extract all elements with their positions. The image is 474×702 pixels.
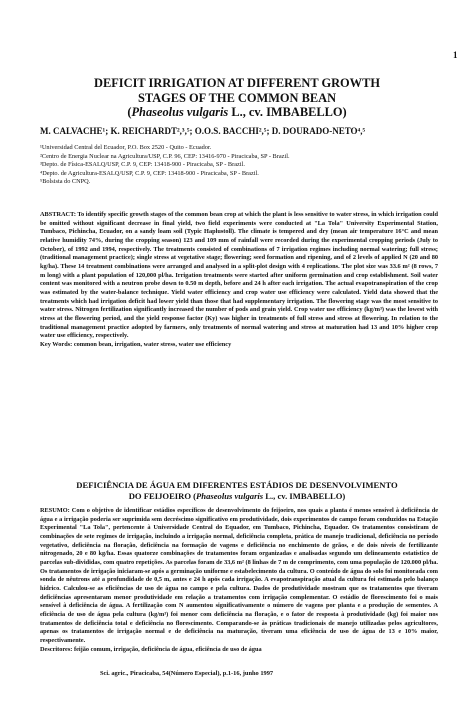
pt-title-line-2 — [20, 491, 454, 502]
pt-title-species: Phaseolus vulgaris — [196, 490, 264, 501]
keywords — [40, 341, 438, 350]
descritores — [40, 646, 438, 655]
title-species: Phaseolus vulgaris — [131, 105, 229, 119]
english-title — [20, 76, 454, 120]
affiliation-1: ¹Universidad Central del Ecuador, P.O. Box 2520 - Quito - Ecuador. — [40, 144, 212, 151]
descritores-label: Descritores: — [40, 645, 73, 653]
affiliations — [40, 144, 440, 187]
pt-title-prefix: DO FEIJOEIRO ( — [128, 490, 197, 501]
title-cultivar: L., cv. IMBABELLO) — [228, 105, 347, 119]
page-number: 1 — [453, 50, 458, 60]
title-open-paren: ( — [127, 105, 132, 119]
affiliation-5: ⁵Bolsista do CNPQ. — [40, 178, 91, 186]
affiliation-3: ³Depto. de Física-ESALQ/USP, C.P. 9, CEP: 13418-900 - Piracicaba, SP - Brazil. — [40, 161, 245, 169]
abstract-label: ABSTRACT: — [40, 211, 76, 218]
keywords-label: Key Words: — [40, 340, 73, 348]
keywords-text: common bean, irrigation, water stress, water use efficiency — [72, 340, 232, 348]
descritores-text: feijão comum, irrigação, deficiência de água, eficiência de uso de água — [72, 645, 262, 653]
pt-title-cultivar: L., cv. IMBABELLO) — [263, 490, 346, 501]
resumo-label: RESUMO: — [40, 507, 70, 514]
portuguese-title — [20, 480, 454, 501]
abstract-body: To identify specific growth stages of the common bean crop at which the plant is less sensitive to water stress, in which irrigation could be omitted without significant decrease in final yield, two field experiments were conducted at "La Tola" University Experimental Station, Tumbaco, Pichincha, Ecuador, on a sandy loam soil (Typic Haplustoll). The climate is tempered and dry (mean air temperature 16°C and mean relative humidity 74%, during the cropping season) 123 and 109 mm of rainfall were recorded during the experimental cropping periods (July to October), of 1992 and 1994, respectively. The treatments consisted of combinations of 7 irrigation regimes including normal watering; full stress; (traditional management practice); single stress at vegetative stage; flowering; seed formation and ripening, and of 2 levels of applied N (20 and 80 kg/ha). These 14 treatment combinations were arranged and analysed in a split-plot design with 4 replications. The plot size was 33.6 m² (8 rows, 7 m long) with a plant population of 120,000 pl/ha. Irrigation treatments were started after uniform germination and crop establishment. Soil water content was monitored with a neutron probe down to 0.50 m depth, before and 24 h after each irrigation. The actual evapotranspiration of the crop was estimated by the water-balance technique. Yield water efficiency and crop water use efficiency were calculated. Yield data showed that the treatments which had irrigation deficit had lower yield than those that had supplementary irrigation. The flowering stage was the most sensitive to water stress. Nitrogen fertilization significantly increased the number of pods and grain yield. Crop water use efficiency (kg/m³) was the lowest with stress at the flowering period, and the yield response factor (Ky) was higher in treatments of full stress and stress at flowering. In relation to the traditional management practice adopted by farmers, only treatments of normal watering and stress at maturation had 13 and 10% higher crop water use efficiency, respectively. — [40, 211, 438, 340]
author-list: M. CALVACHE¹; K. REICHARDT²,³,⁵; O.O.S. BACCHI²,⁵; D. DOURADO-NETO⁴,⁵ — [40, 126, 366, 136]
affiliation-4: ⁴Depto. de Agricultura-ESALQ/USP, C.P. 9, CEP: 13418-900 - Piracicaba, SP - Brazil. — [40, 169, 259, 177]
title-line-3 — [20, 105, 454, 120]
pt-title-line-1: DEFICIÊNCIA DE ÁGUA EM DIFERENTES ESTÁDIOS DE DESENVOLVIMENTO — [76, 480, 398, 490]
resumo-body: Com o objetivo de identificar estádios específicos de desenvolvimento do feijoeiro, nos quais a planta é menos sensível à deficiência de água e a irrigação poderia ser suprimida sem decréscimo significativo em produtividade, dois experimentos de campo foram conduzidos na Estação Experimental "La Tola", pertencente à Universidade Central do Equador, em Tumbaco, Pichincha, Equador. Os tratamentos consistiram de combinações de sete regimes de irrigação, incluindo a irrigação normal, deficiência completa, prática de manejo tradicional, deficiência no período vegetativo, deficiência na floração, deficiência na formação de vagens e deficiência no enchimento de grãos, e de dois níveis de fertilizante nitrogenado, 20 e 80 kg/ha. Essas quatorze combinações de tratamentos foram organizadas e analisadas segundo um delineamento estatístico de parcelas sub-divididas, com quatro repetições. As parcelas foram de 33,6 m² (8 linhas de 7 m de comprimento, com uma população de 120.000 pl/ha. Os tratamentos de irrigação iniciaram-se após a germinação uniforme e estabelecimento da cultura. O conteúdo de água do solo foi monitorada com sonda de nêutrons até a profundidade de 0,5 m, antes e 24 h após cada irrigação. A evapotranspiração atual da cultura foi estimada pelo balanço hídrico. Calculou-se as eficiências de uso de água no campo e pela cultura. Dados de produtividade mostram que os tratamentos que tiveram deficiências apresentaram menor produtividade em relação a tratamentos com irrigação complementar. O estádio de florescimento foi o mais sensível à deficiência de água. A fertilização com N aumentou significativamente o número de vagens por planta e a produção de sementes. A eficiência de uso de água pela cultura (kg/m³) foi menor com deficiência na floração, e o fator de resposta à produtividade (kg) foi maior nos tratamentos de deficiência total e deficiência no florescimento. Comparando-se às práticas tradicionais de manejo utilizadas pelos agricultores, apenas os tratamentos de irrigação normal e de deficiência na maturação, tiveram uma eficiência de uso de água de 13 e 10% maior, respectivamente. — [40, 507, 438, 644]
journal-citation-footer: Sci. agric., Piracicaba, 54(Número Especial), p.1-16, junho 1997 — [100, 670, 274, 677]
title-line-1: DEFICIT IRRIGATION AT DIFFERENT GROWTH — [94, 76, 380, 90]
resumo — [40, 507, 438, 654]
title-line-2: STAGES OF THE COMMON BEAN — [137, 90, 337, 105]
abstract — [40, 211, 438, 350]
affiliation-2: ²Centro de Energia Nuclear na Agricultura/USP, C.P. 96, CEP: 13416-970 - Piracicaba, SP - Brazil. — [40, 152, 290, 160]
